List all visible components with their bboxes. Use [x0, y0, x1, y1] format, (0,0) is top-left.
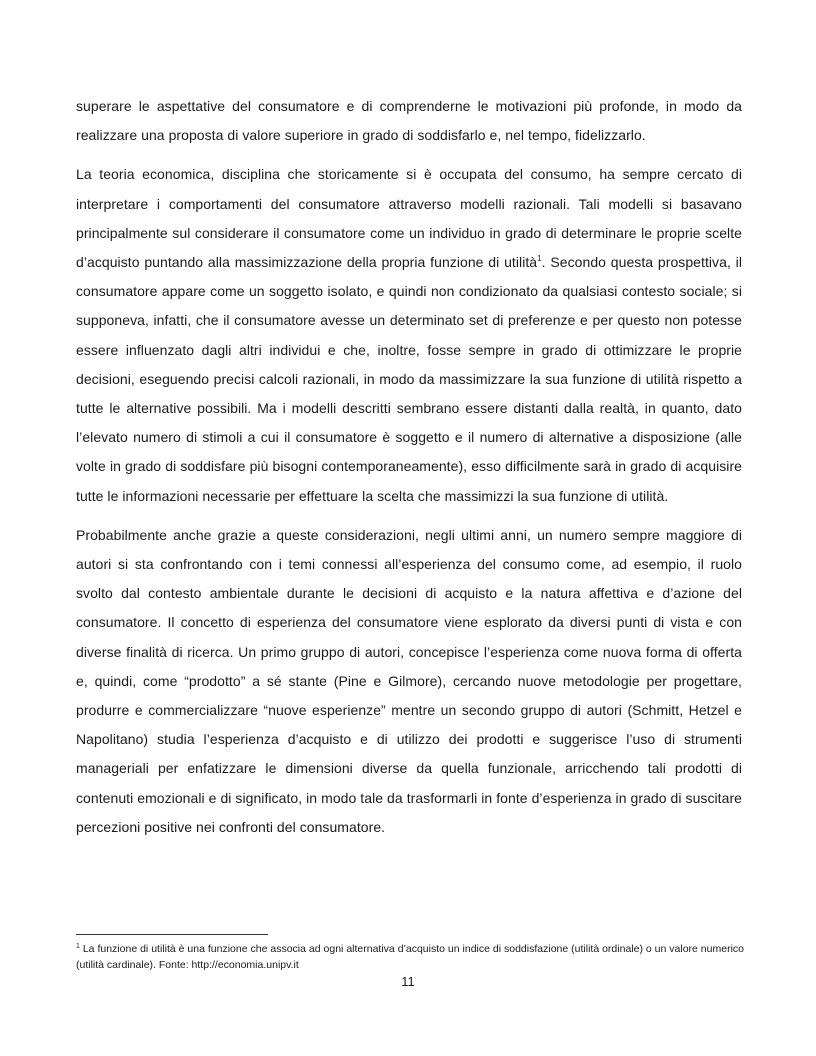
- paragraph-1: superare le aspettative del consumatore e di comprenderne le motivazioni più profonde, in modo da realizzare una proposta di valore superiore in grado di soddisfarlo e, nel tempo, fidelizzarlo.: [76, 98, 742, 144]
- paragraph-2: [76, 160, 742, 510]
- footnote-reference[interactable]: 1: [537, 254, 542, 264]
- paragraph-2-part-2: . Secondo questa prospettiva, il consumatore appare come un soggetto isolato, e quindi non condizionato da qualsiasi contesto sociale; si supponeva, infatti, che il consumatore avesse un determinato set di preferenze e per questo non potesse essere influenzato dagli altri individui e che, inoltre, fosse sempre in grado di ottimizzare le proprie decisioni, eseguendo precisi calcoli razionali, in modo da massimizzare la sua funzione di utilità rispetto a tutte le alternative possibili. Ma i modelli descritti sembrano essere distanti dalla realtà, in quanto, dato l’elevato numero di stimoli a cui il consumatore è soggetto e il numero di alternative a disposizione (alle volte in grado di soddisfare più bisogni contemporaneamente), esso difficilmente sarà in grado di acquisire tutte le informazioni necessarie per effettuare la scelta che massimizzi la sua funzione di utilità.: [76, 254, 743, 504]
- footnote: [76, 941, 744, 973]
- footnote-number: 1: [76, 943, 80, 950]
- paragraph-3: Probabilmente anche grazie a queste considerazioni, negli ultimi anni, un numero sempre maggiore di autori si sta confrontando con i temi connessi all’esperienza del consumo come, ad esempio, il ruolo svolto dal contesto ambientale durante le decisioni di acquisto e la natura affettiva e d’azione del consumatore. Il concetto di esperienza del consumatore viene esplorato da diversi punti di vista e con diverse finalità di ricerca. Un primo gruppo di autori, concepisce l’esperienza come nuova forma di offerta e, quindi, come “prodotto” a sé stante (Pine e Gilmore), cercando nuove metodologie per progettare, produrre e commercializzare “nuove esperienze” mentre un secondo gruppo di autori (Schmitt, Hetzel e Napolitano) studia l’esperienza d’acquisto e di utilizzo dei prodotti e suggerisce l’uso di strumenti manageriali per enfatizzare le dimensioni diverse da quella funzionale, arricchendo tali prodotti di contenuti emozionali e di significato, in modo tale da trasformarli in fonte d’esperienza in grado di suscitare percezioni positive nei confronti del consumatore.: [76, 526, 742, 835]
- page-number: 11: [401, 974, 415, 989]
- footnote-text: La funzione di utilità è una funzione che associa ad ogni alternativa d’acquisto un indice di soddisfazione (utilità ordinale) o un valore numerico (utilità cardinale). Fonte: http://economia.unipv.it: [76, 943, 744, 971]
- body-text: [76, 92, 742, 852]
- paragraph-2-part-1: La teoria economica, disciplina che storicamente si è occupata del consumo, ha sempre cercato di interpretare i comportamenti del consumatore attraverso modelli razionali. Tali modelli si basavano principalmente sul considerare il consumatore come un individuo in grado di determinare le proprie scelte d’acquisto puntando alla massimizzazione della propria funzione di utilità: [76, 166, 742, 271]
- footnote-divider: [76, 934, 268, 935]
